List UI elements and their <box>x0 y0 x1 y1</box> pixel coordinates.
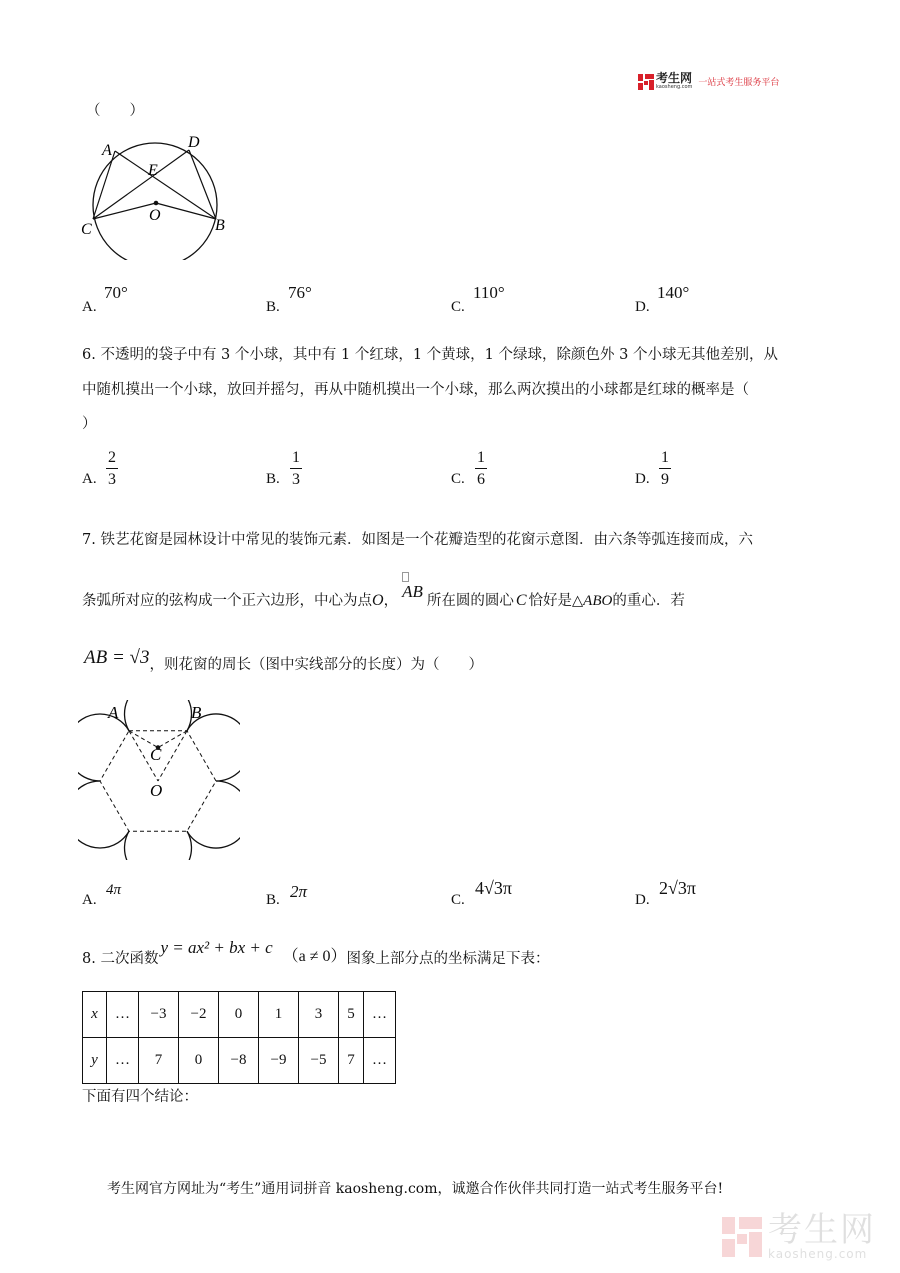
dashed-BO <box>158 731 187 781</box>
table-cell: 0 <box>179 1038 219 1084</box>
watermark-logo-icon <box>722 1217 762 1257</box>
option-value: 140° <box>657 283 690 302</box>
flower-arc <box>78 781 129 848</box>
table-cell: −3 <box>139 992 179 1038</box>
table-cell: −2 <box>179 992 219 1038</box>
table-cell: −5 <box>299 1038 339 1084</box>
arc-AB <box>402 582 423 602</box>
flower-arc <box>125 700 192 731</box>
label-A: A <box>108 703 119 722</box>
q5-circle-figure <box>78 130 238 260</box>
table-cell: 3 <box>299 992 339 1038</box>
q8-text: 图象上部分点的坐标满足下表： <box>346 951 550 967</box>
q7-flower-window-figure <box>78 700 240 860</box>
label-D: D <box>188 134 200 151</box>
numerator: 1 <box>661 449 669 466</box>
numerator: 1 <box>477 449 485 466</box>
q7-text: 的重心．若 <box>612 593 685 609</box>
fraction <box>659 449 671 488</box>
option-value: 2√3π <box>659 878 696 898</box>
q7-line-1: 7. 铁艺花窗是园林设计中常见的装饰元素．如图是一个花瓣造型的花窗示意图．由六条等弧连接而成，六 <box>82 532 753 548</box>
option-letter: D. <box>635 892 650 908</box>
q8-formula: y = ax² + bx + c <box>160 938 273 957</box>
point-O <box>154 201 159 206</box>
label-E: E <box>148 162 158 179</box>
option-letter: D. <box>635 299 650 315</box>
label-O: O <box>150 781 163 800</box>
numerator: 1 <box>292 449 300 466</box>
table-header-y: y <box>83 1038 107 1084</box>
math-AB-eq-sqrt3: AB = √3 <box>84 647 150 668</box>
logo-name: 考生网 <box>656 71 693 85</box>
table-cell: … <box>364 1038 396 1084</box>
option-letter: B. <box>266 892 280 908</box>
fraction <box>290 449 302 488</box>
table-cell: 7 <box>339 1038 364 1084</box>
option-value: 4π <box>106 882 122 898</box>
table-cell: … <box>107 1038 139 1084</box>
flower-arc <box>187 714 240 781</box>
fraction <box>106 449 118 488</box>
line-DC <box>93 150 189 219</box>
option-letter: C. <box>451 299 465 315</box>
option-letter: B. <box>266 471 280 487</box>
denominator: 6 <box>477 471 485 488</box>
q7-text: 恰好是△ <box>528 593 584 609</box>
line-AB <box>115 151 216 219</box>
option-letter: A. <box>82 892 97 908</box>
q8-text: 8. 二次函数 <box>82 951 159 967</box>
line-OB <box>156 203 216 219</box>
table-cell: 1 <box>259 992 299 1038</box>
missing-arc-glyph-icon <box>402 572 409 582</box>
footer-text: 考生网官方网址为“考生”通用词拼音 kaosheng.com，诚邀合作伙伴共同打造一站式考生服务平台! <box>107 1181 724 1197</box>
q7-line-3 <box>84 647 483 673</box>
label-A: A <box>102 142 112 159</box>
q8-value-table <box>82 991 396 1084</box>
table-row-y <box>83 1038 396 1084</box>
line-CO <box>93 203 156 219</box>
table-cell: −8 <box>219 1038 259 1084</box>
table-cell: 7 <box>139 1038 179 1084</box>
table-cell: −9 <box>259 1038 299 1084</box>
table-cell: … <box>107 992 139 1038</box>
option-value: 76° <box>288 283 312 302</box>
q7-text: 所在圆的圆心 <box>426 593 514 609</box>
q7-text: ， <box>383 593 399 609</box>
header-logo <box>638 73 779 90</box>
q8-conclusions-intro: 下面有四个结论： <box>82 1089 198 1105</box>
header-slogan: 一站式考生服务平台 <box>698 78 780 88</box>
denominator: 3 <box>108 471 116 488</box>
option-letter: A. <box>82 299 97 315</box>
q7-line-2 <box>82 582 685 611</box>
q6-line-3: ） <box>82 416 97 432</box>
q6-line-1: 6. 不透明的袋子中有 3 个小球，其中有 1 个红球，1 个黄球，1 个绿球，除颜色外 3 个小球无其他差别，从 <box>82 347 778 363</box>
q8-condition: （a ≠ 0） <box>282 948 347 965</box>
label-C: C <box>81 221 92 238</box>
option-letter: C. <box>451 471 465 487</box>
math-ABO: ABO <box>583 593 613 609</box>
label-B: B <box>215 217 225 234</box>
watermark-name: 考生网 <box>768 1210 876 1250</box>
table-cell: 5 <box>339 992 364 1038</box>
flower-arc <box>125 831 192 860</box>
table-cell: 0 <box>219 992 259 1038</box>
fraction <box>475 449 487 488</box>
option-letter: B. <box>266 299 280 315</box>
line-DB <box>189 150 216 219</box>
flower-arc <box>78 714 129 781</box>
logo-mark-icon <box>638 74 654 90</box>
table-row-x <box>83 992 396 1038</box>
option-letter: C. <box>451 892 465 908</box>
label-C: C <box>150 745 162 764</box>
option-value: 4√3π <box>475 878 512 898</box>
q7-text: ，则花窗的周长（图中实线部分的长度）为（ ） <box>149 657 483 673</box>
footer-watermark <box>722 1210 876 1261</box>
q8-stem <box>82 938 550 967</box>
label-B: B <box>191 703 202 722</box>
option-value: 2π <box>290 882 308 901</box>
option-letter: A. <box>82 471 97 487</box>
table-cell: … <box>364 992 396 1038</box>
label-O: O <box>149 207 161 224</box>
option-letter: D. <box>635 471 650 487</box>
math-C: C <box>515 592 527 609</box>
numerator: 2 <box>108 449 116 466</box>
q6-line-2: 中随机摸出一个小球，放回并摇匀，再从中随机摸出一个小球，那么两次摸出的小球都是红球的概率是（ <box>82 382 749 398</box>
arc-label: AB <box>402 582 423 601</box>
denominator: 3 <box>292 471 300 488</box>
denominator: 9 <box>661 471 669 488</box>
logo-domain: kaosheng.com <box>656 84 693 90</box>
flower-arc <box>187 781 240 848</box>
math-O: O <box>372 592 384 609</box>
watermark-domain: kaosheng.com <box>768 1247 868 1261</box>
option-value: 110° <box>473 283 505 302</box>
q5-answer-bracket: （ ） <box>86 103 144 119</box>
table-header-x: x <box>83 992 107 1038</box>
q7-text: 条弧所对应的弦构成一个正六边形，中心为点 <box>82 593 372 609</box>
option-value: 70° <box>104 283 128 302</box>
